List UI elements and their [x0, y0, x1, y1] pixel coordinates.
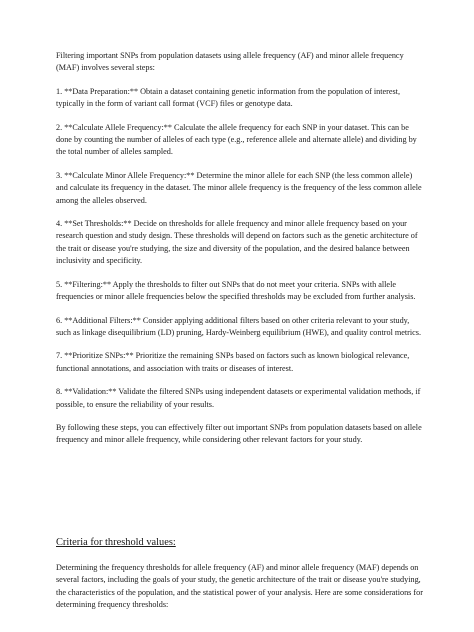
step-4-paragraph: 4. **Set Thresholds:** Decide on thresholds for allele frequency and minor allele frequency based on your research question and study design. These thresholds will depend on factors such as the genetic architecture of the trait or disease you're studying, the size and diversity of the population, and the desired balance between inclusivity and specificity.: [56, 219, 418, 266]
step-1-paragraph: 1. **Data Preparation:** Obtain a dataset containing genetic information from the population of interest, typically in the form of variant call format (VCF) files or genotype data.: [56, 86, 401, 109]
conclusion-paragraph: By following these steps, you can effectively filter out important SNPs from population datasets based on allele frequency and minor allele frequency, while considering other relevant factors for your study.: [56, 422, 422, 445]
intro-paragraph: Filtering important SNPs from population datasets using allele frequency (AF) and minor allele frequency (MAF) involves several steps:: [56, 51, 404, 73]
document-page: [56, 50, 424, 622]
section-heading: Criteria for threshold values:: [56, 536, 176, 548]
step-5-paragraph: 5. **Filtering:** Apply the thresholds to filter out SNPs that do not meet your criteria. SNPs with allele frequencies or minor allele frequencies below the specified thresholds may be excluded from further analysis.: [56, 279, 416, 302]
section-spacer: [56, 458, 424, 536]
step-6-paragraph: 6. **Additional Filters:** Consider applying additional filters based on other criteria relevant to your study, such as linkage disequilibrium (LD) pruning, Hardy-Weinberg equilibrium (HWE), and quality control metrics.: [56, 315, 422, 337]
step-3-paragraph: 3. **Calculate Minor Allele Frequency:** Determine the minor allele for each SNP (the less common allele) and calculate its frequency in the dataset. The minor allele frequency is the frequency of the less common allele among the alleles observed.: [56, 170, 422, 205]
step-7-paragraph: 7. **Prioritize SNPs:** Prioritize the remaining SNPs based on factors such as known biological relevance, functional annotations, and association with traits or diseases of interest.: [56, 351, 410, 373]
step-2-paragraph: 2. **Calculate Allele Frequency:** Calculate the allele frequency for each SNP in your dataset. This can be done by counting the number of alleles of each type (e.g., reference allele and alternate allele) and dividing by the total number of alleles sampled.: [56, 122, 417, 157]
step-8-paragraph: 8. **Validation:** Validate the filtered SNPs using independent datasets or experimental validation methods, if possible, to ensure the reliability of your results.: [56, 387, 421, 409]
section-body-paragraph: Determining the frequency thresholds for allele frequency (AF) and minor allele frequency (MAF) depends on several factors, including the goals of your study, the genetic architecture of the trait or disease you're studying, the characteristics of the population, and the statistical power of your analysis. Here are some considerations for determining frequency thresholds:: [56, 562, 423, 609]
